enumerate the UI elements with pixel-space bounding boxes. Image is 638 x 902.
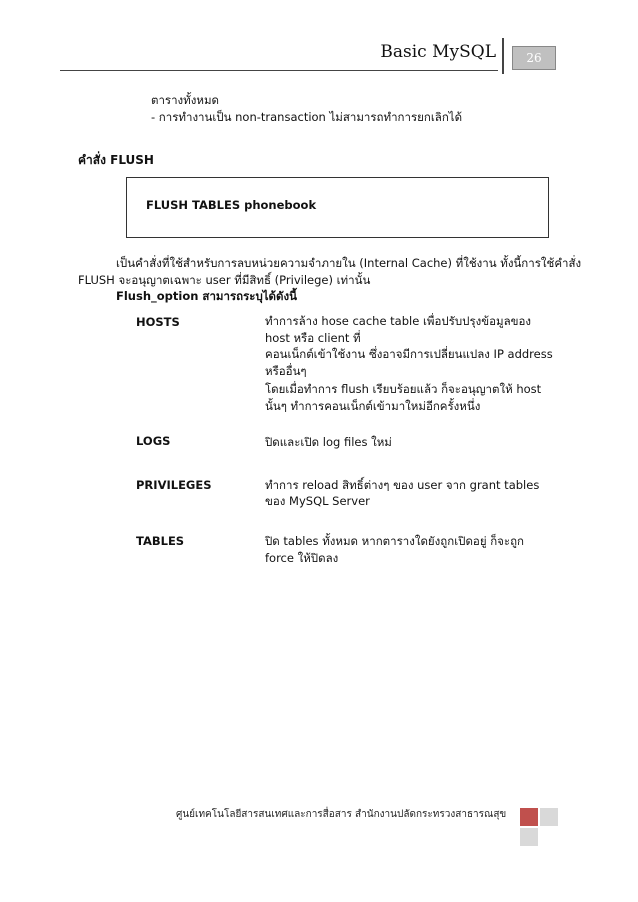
footer-square-red xyxy=(520,808,538,826)
intro-line-1: ตารางทั้งหมด xyxy=(151,93,220,107)
option-desc-privileges-2: ของ MySQL Server xyxy=(265,494,370,508)
option-desc-hosts-4: หรืออื่นๆ xyxy=(265,364,307,378)
paragraph-line-1: เป็นคำสั่งที่ใช้สำหรับการลบหน่วยความจำภายใน (Internal Cache) ที่ใช้งาน ทั้งนี้การใช้คำสั่ง xyxy=(116,256,582,270)
option-name-tables: TABLES xyxy=(136,534,185,548)
option-desc-logs-1: ปิดและเปิด log files ใหม่ xyxy=(265,435,392,449)
footer-square-gray xyxy=(540,808,558,826)
option-desc-hosts-1: ทำการล้าง hose cache table เพื่อปรับปรุงข้อมูลของ xyxy=(265,314,532,328)
header-title: Basic MySQL xyxy=(380,42,496,62)
option-desc-hosts-2: host หรือ client ที่ xyxy=(265,331,361,345)
header-rule xyxy=(60,70,498,71)
option-name-hosts: HOSTS xyxy=(136,315,180,329)
option-desc-hosts-6: นั้นๆ ทำการคอนเน็กต์เข้ามาใหม่อีกครั้งหนึ่ง xyxy=(265,399,481,413)
command-text: FLUSH TABLES phonebook xyxy=(146,198,317,212)
header-divider xyxy=(502,38,504,74)
footer-square-gray-lower xyxy=(520,828,538,846)
option-name-logs: LOGS xyxy=(136,434,171,448)
footer-text: ศูนย์เทคโนโลยีสารสนเทศและการสื่อสาร สำนักงานปลัดกระทรวงสาธารณสุข xyxy=(176,809,507,820)
option-desc-privileges-1: ทำการ reload สิทธิ์ต่างๆ ของ user จาก grant tables xyxy=(265,478,540,492)
option-desc-tables-2: force ให้ปิดลง xyxy=(265,551,339,565)
option-name-privileges: PRIVILEGES xyxy=(136,478,212,492)
paragraph-line-3: Flush_option สามารถระบุได้ดังนี้ xyxy=(116,289,297,303)
option-desc-hosts-3: คอนเน็กต์เข้าใช้งาน ซึ่งอาจมีการเปลี่ยนแปลง IP address xyxy=(265,347,553,361)
section-heading: คำสั่ง FLUSH xyxy=(78,153,154,167)
option-desc-tables-1: ปิด tables ทั้งหมด หากตารางใดยังถูกเปิดอยู่ ก็จะถูก xyxy=(265,534,525,548)
intro-line-2: - การทำงานเป็น non-transaction ไม่สามารถทำการยกเลิกได้ xyxy=(151,110,463,124)
paragraph-line-2: FLUSH จะอนุญาตเฉพาะ user ที่มีสิทธิ์ (Privilege) เท่านั้น xyxy=(78,273,371,287)
option-desc-hosts-5: โดยเมื่อทำการ flush เรียบร้อยแล้ว ก็จะอนุญาตให้ host xyxy=(265,382,542,396)
page-number: 26 xyxy=(512,46,556,70)
